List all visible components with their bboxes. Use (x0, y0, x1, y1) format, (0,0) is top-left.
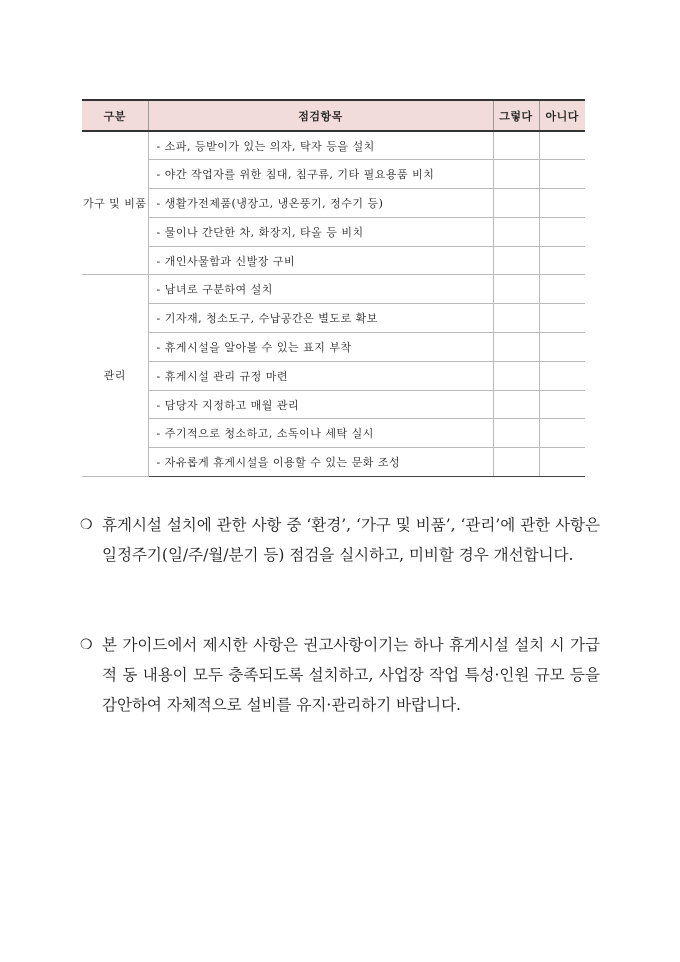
table-row (82, 304, 585, 333)
yes-checkbox-cell[interactable] (493, 131, 539, 160)
no-checkbox-cell[interactable] (539, 333, 585, 362)
table-row (82, 217, 585, 246)
table-row (82, 419, 585, 448)
no-checkbox-cell[interactable] (539, 390, 585, 419)
yes-checkbox-cell[interactable] (493, 448, 539, 477)
check-item: - 휴게시설을 알아볼 수 있는 표지 부착 (148, 333, 493, 362)
table-header-row (82, 100, 585, 131)
no-checkbox-cell[interactable] (539, 448, 585, 477)
no-checkbox-cell[interactable] (539, 189, 585, 218)
yes-checkbox-cell[interactable] (493, 217, 539, 246)
circle-bullet-icon: ❍ (80, 637, 93, 653)
header-yes: 그렇다 (493, 100, 539, 131)
no-checkbox-cell[interactable] (539, 131, 585, 160)
paragraph-inspection-cycle (80, 510, 600, 570)
table-row (82, 361, 585, 390)
header-category: 구분 (82, 100, 148, 131)
no-checkbox-cell[interactable] (539, 246, 585, 275)
paragraph-text: 휴게시설 설치에 관한 사항 중 ‘환경’, ‘가구 및 비품’, ‘관리’에 관한 사항은 일정주기(일/주/월/분기 등) 점검을 실시하고, 미비할 경우 개선합니다. (102, 516, 600, 564)
check-item: - 개인사물함과 신발장 구비 (148, 246, 493, 275)
table-row (82, 131, 585, 160)
header-no: 아니다 (539, 100, 585, 131)
check-item: - 남녀로 구분하여 설치 (148, 275, 493, 304)
check-item: - 주기적으로 청소하고, 소독이나 세탁 실시 (148, 419, 493, 448)
no-checkbox-cell[interactable] (539, 160, 585, 189)
yes-checkbox-cell[interactable] (493, 160, 539, 189)
yes-checkbox-cell[interactable] (493, 246, 539, 275)
check-item: - 물이나 간단한 차, 화장지, 타올 등 비치 (148, 217, 493, 246)
yes-checkbox-cell[interactable] (493, 304, 539, 333)
no-checkbox-cell[interactable] (539, 217, 585, 246)
table-row (82, 246, 585, 275)
paragraph-recommendation (80, 630, 600, 720)
inspection-checklist-table (82, 99, 585, 477)
yes-checkbox-cell[interactable] (493, 275, 539, 304)
no-checkbox-cell[interactable] (539, 275, 585, 304)
check-item: - 자유롭게 휴게시설을 이용할 수 있는 문화 조성 (148, 448, 493, 477)
table-row (82, 448, 585, 477)
no-checkbox-cell[interactable] (539, 304, 585, 333)
table-row (82, 189, 585, 218)
category-furniture: 가구 및 비품 (82, 131, 148, 275)
paragraph-text: 본 가이드에서 제시한 사항은 권고사항이기는 하나 휴게시설 설치 시 가급적 동 내용이 모두 충족되도록 설치하고, 사업장 작업 특성·인원 규모 등을 감안하여 자체적으로 설비를 유지·관리하기 바랍니다. (102, 636, 600, 714)
check-item: - 생활가전제품(냉장고, 냉온풍기, 정수기 등) (148, 189, 493, 218)
yes-checkbox-cell[interactable] (493, 189, 539, 218)
table-row (82, 160, 585, 189)
yes-checkbox-cell[interactable] (493, 390, 539, 419)
header-check-item: 점검항목 (148, 100, 493, 131)
check-item: - 소파, 등받이가 있는 의자, 탁자 등을 설치 (148, 131, 493, 160)
circle-bullet-icon: ❍ (80, 517, 93, 533)
table-row (82, 390, 585, 419)
check-item: - 야간 작업자를 위한 침대, 침구류, 기타 필요용품 비치 (148, 160, 493, 189)
check-item: - 휴게시설 관리 규정 마련 (148, 361, 493, 390)
check-item: - 담당자 지정하고 매월 관리 (148, 390, 493, 419)
category-management: 관리 (82, 275, 148, 477)
no-checkbox-cell[interactable] (539, 419, 585, 448)
yes-checkbox-cell[interactable] (493, 333, 539, 362)
no-checkbox-cell[interactable] (539, 361, 585, 390)
table-row (82, 333, 585, 362)
yes-checkbox-cell[interactable] (493, 419, 539, 448)
table-row (82, 275, 585, 304)
yes-checkbox-cell[interactable] (493, 361, 539, 390)
check-item: - 기자재, 청소도구, 수납공간은 별도로 확보 (148, 304, 493, 333)
